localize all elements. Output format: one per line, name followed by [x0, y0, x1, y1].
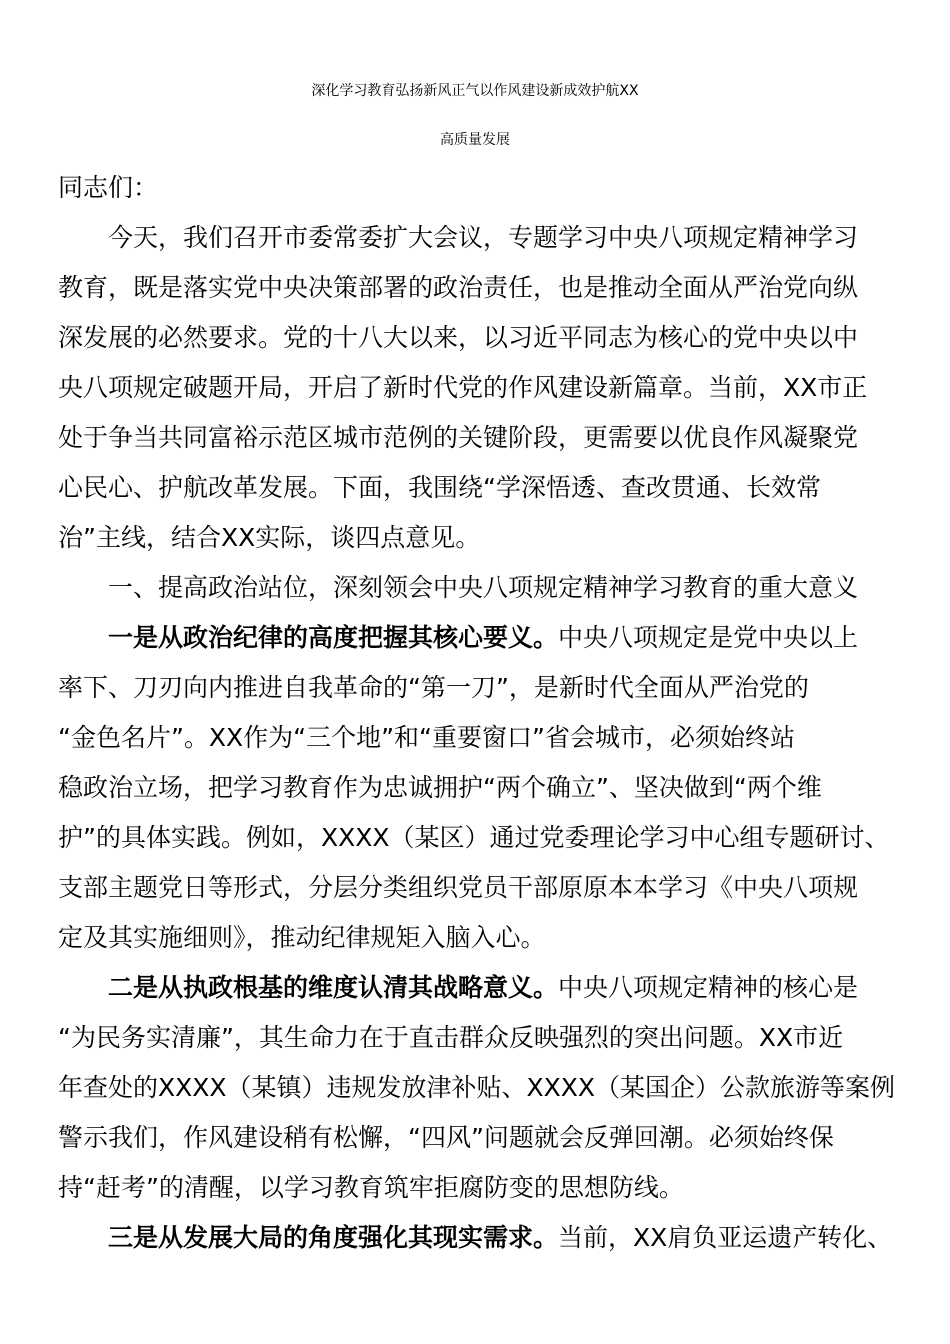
point-2-line-2: “为民务实清廉”，其生命力在于直击群众反映强烈的突出问题。XX市近 [58, 1023, 844, 1052]
intro-line-6: 心民心、护航改革发展。下面，我围绕“学深悟透、查改贯通、长效常 [58, 473, 821, 502]
section-heading-1: 一、提高政治站位，深刻领会中央八项规定精神学习教育的重大意义 [108, 573, 859, 602]
intro-line-3: 深发展的必然要求。党的十八大以来，以习近平同志为核心的党中央以中 [58, 323, 859, 352]
point-1-first-rest: 中央八项规定是党中央以上 [558, 623, 859, 652]
point-1-line-5: 护”的具体实践。例如，XXXX（某区）通过党委理论学习中心组专题研讨、 [58, 823, 890, 852]
point-2-line-4: 警示我们，作风建设稍有松懈，“四风”问题就会反弹回潮。必须始终保 [58, 1123, 834, 1152]
point-2-bold-lead: 二是从执政根基的维度认清其战略意义。 [108, 973, 559, 1002]
point-1-first-line [108, 620, 858, 656]
intro-line-2: 教育，既是落实党中央决策部署的政治责任，也是推动全面从严治党向纵 [58, 273, 859, 302]
page-title-line-2: 高质量发展 [440, 132, 510, 148]
point-3-first-rest: 当前，XX肩负亚运遗产转化、 [558, 1223, 893, 1252]
intro-line-1: 今天，我们召开市委常委扩大会议，专题学习中央八项规定精神学习 [108, 223, 859, 252]
point-2-first-line [108, 970, 858, 1006]
point-1-line-6: 支部主题党日等形式，分层分类组织党员干部原原本本学习《中央八项规 [58, 873, 859, 902]
page-title-line-1: 深化学习教育弘扬新风正气以作风建设新成效护航XX [311, 83, 639, 99]
point-1-line-3: “金色名片”。XX作为“三个地”和“重要窗口”省会城市，必须始终站 [58, 723, 795, 752]
point-3-first-line [108, 1220, 892, 1256]
point-1-bold-lead: 一是从政治纪律的高度把握其核心要义。 [108, 623, 559, 652]
point-2-line-5: 持“赶考”的清醒，以学习教育筑牢拒腐防变的思想防线。 [58, 1173, 684, 1202]
point-2-line-3: 年查处的XXXX（某镇）违规发放津补贴、XXXX（某国企）公款旅游等案例 [58, 1073, 896, 1102]
intro-line-4: 央八项规定破题开局，开启了新时代党的作风建设新篇章。当前，XX市正 [58, 373, 868, 402]
intro-line-5: 处于争当共同富裕示范区城市范例的关键阶段，更需要以优良作风凝聚党 [58, 423, 859, 452]
point-2-first-rest: 中央八项规定精神的核心是 [558, 973, 859, 1002]
intro-line-7: 治”主线，结合XX实际，谈四点意见。 [58, 523, 481, 552]
salutation: 同志们： [58, 173, 159, 202]
point-1-line-7: 定及其实施细则》，推动纪律规矩入脑入心。 [58, 923, 546, 952]
point-1-line-2: 率下、刀刃向内推进自我革命的“第一刀”，是新时代全面从严治党的 [58, 673, 809, 702]
point-3-bold-lead: 三是从发展大局的角度强化其现实需求。 [108, 1223, 559, 1252]
point-1-line-4: 稳政治立场，把学习教育作为忠诚拥护“两个确立”、坚决做到“两个维 [58, 773, 822, 802]
